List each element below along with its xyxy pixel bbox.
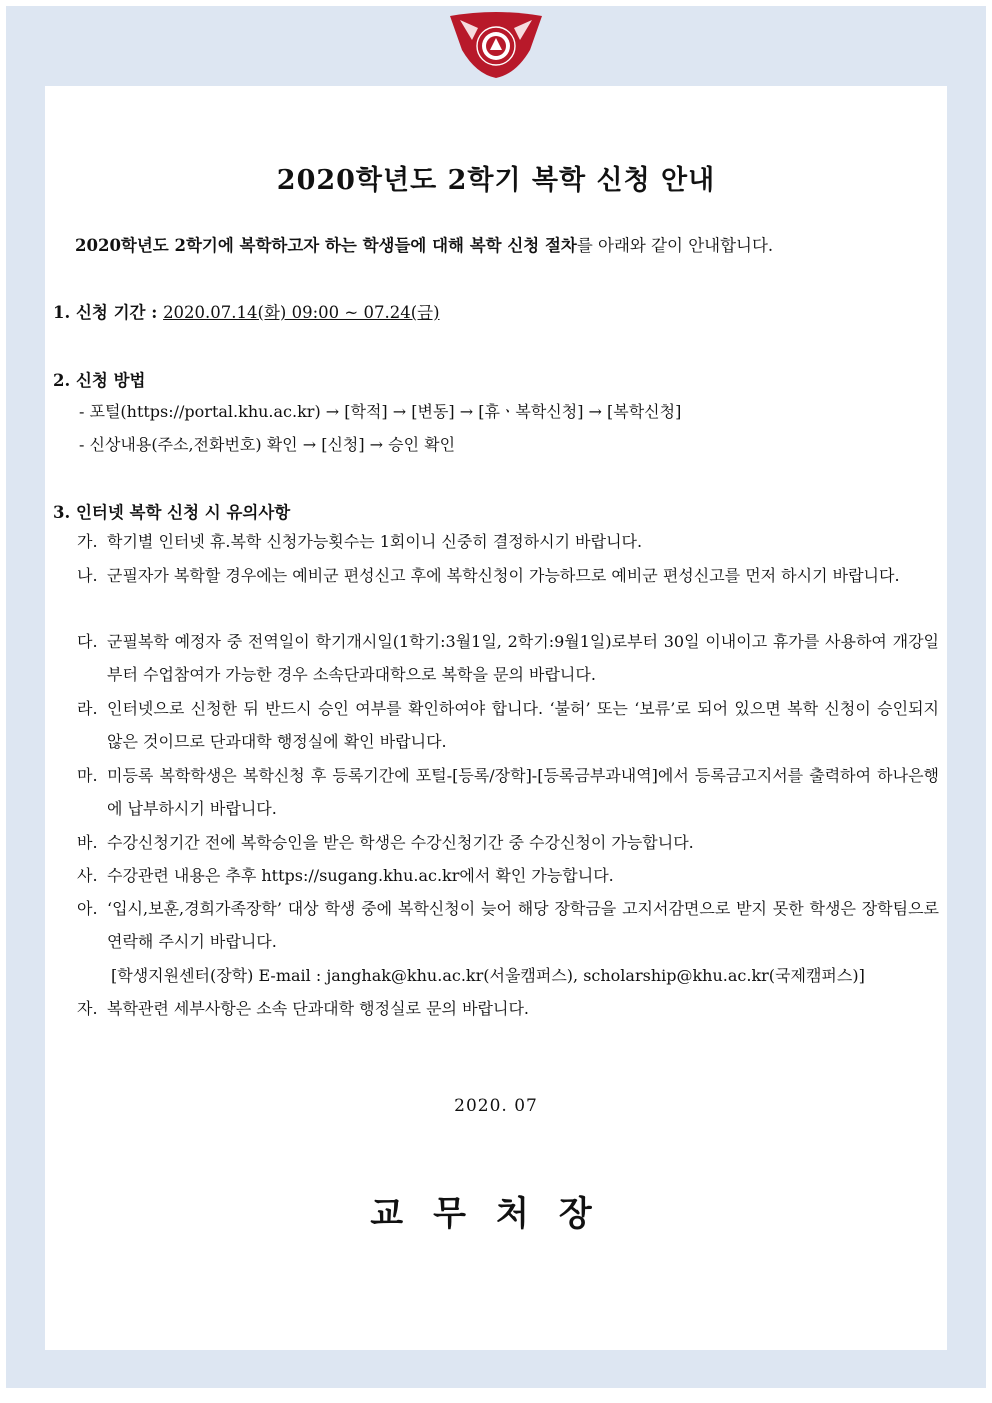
intro-bold: 2020학년도 2학기에 복학하고자 하는 학생들에 대해 복학 신청 절차 (75, 236, 577, 255)
note-mark: 아. (77, 899, 98, 918)
note-text: 수강관련 내용은 추후 https://sugang.khu.ac.kr에서 확인 가능합니다. (107, 866, 614, 885)
signature: 교무처장 (370, 1194, 622, 1234)
note-text: 수강신청기간 전에 복학승인을 받은 학생은 수강신청기간 중 수강신청이 가능합니다. (107, 833, 694, 852)
section-2-heading: 2. 신청 방법 (53, 371, 146, 390)
note-item (77, 859, 939, 892)
note-text: 학기별 인터넷 휴.복학 신청가능횟수는 1회이니 신중히 결정하시기 바랍니다. (107, 532, 643, 551)
note-text: 군필복학 예정자 중 전역일이 학기개시일(1학기:3월1일, 2학기:9월1일)로부터 30일 이내이고 휴가를 사용하여 개강일부터 수업참여가 가능한 경우 소속단과대학으로 복학을 문의 바랍니다. (107, 632, 939, 684)
note-text: 군필자가 복학할 경우에는 예비군 편성신고 후에 복학신청이 가능하므로 예비군 편성신고를 먼저 하시기 바랍니다. (107, 566, 900, 585)
note-item (77, 625, 939, 691)
note-mark: 사. (77, 866, 98, 885)
note-mark: 자. (77, 999, 98, 1018)
note-text: 인터넷으로 신청한 뒤 반드시 승인 여부를 확인하여야 합니다. ‘불허’ 또는 ‘보류’로 되어 있으면 복학 신청이 승인되지 않은 것이므로 단과대학 행정실에 확인 바랍니다. (107, 699, 939, 751)
section-1-period: 2020.07.14(화) 09:00 ~ 07.24(금) (163, 303, 440, 322)
section-2-line-2: - 신상내용(주소,전화번호) 확인 → [신청] → 승인 확인 (79, 435, 456, 454)
note-email-text: [학생지원센터(장학) E-mail : janghak@khu.ac.kr(서울캠퍼스), scholarship@khu.ac.kr(국제캠퍼스)] (111, 966, 865, 985)
university-seal-logo (446, 10, 546, 80)
note-item (77, 892, 939, 958)
section-1-label: 1. 신청 기간 : (53, 303, 164, 322)
intro-rest: 를 아래와 같이 안내합니다. (576, 236, 774, 255)
note-mark: 나. (77, 566, 98, 585)
note-mark: 가. (77, 532, 98, 551)
note-item (77, 759, 939, 825)
document-date: 2020. 07 (454, 1096, 538, 1116)
note-mark: 바. (77, 833, 98, 852)
note-item (77, 826, 939, 859)
note-item (77, 692, 939, 758)
note-item (77, 559, 939, 592)
note-text: 미등록 복학학생은 복학신청 후 등록기간에 포털-[등록/장학]-[등록금부과내역]에서 등록금고지서를 출력하여 하나은행에 납부하시기 바랍니다. (107, 766, 939, 818)
note-mark: 다. (77, 632, 98, 651)
section-3-heading: 3. 인터넷 복학 신청 시 유의사항 (53, 503, 291, 522)
note-item (77, 959, 939, 992)
document-title: 2020학년도 2학기 복학 신청 안내 (276, 165, 716, 196)
document-page (45, 86, 947, 1350)
note-mark: 라. (77, 699, 98, 718)
note-text: 복학관련 세부사항은 소속 단과대학 행정실로 문의 바랍니다. (107, 999, 530, 1018)
section-1-heading (53, 299, 440, 323)
note-text: ‘입시,보훈,경희가족장학’ 대상 학생 중에 복학신청이 늦어 해당 장학금을 고지서감면으로 받지 못한 학생은 장학팀으로 연락해 주시기 바랍니다. (107, 899, 939, 951)
intro-paragraph (75, 232, 773, 256)
section-2-line-1: - 포털(https://portal.khu.ac.kr) → [학적] → [변동] → [휴ㆍ복학신청] → [복학신청] (79, 402, 682, 421)
note-item (77, 525, 939, 558)
note-mark: 마. (77, 766, 98, 785)
note-item (77, 992, 939, 1025)
